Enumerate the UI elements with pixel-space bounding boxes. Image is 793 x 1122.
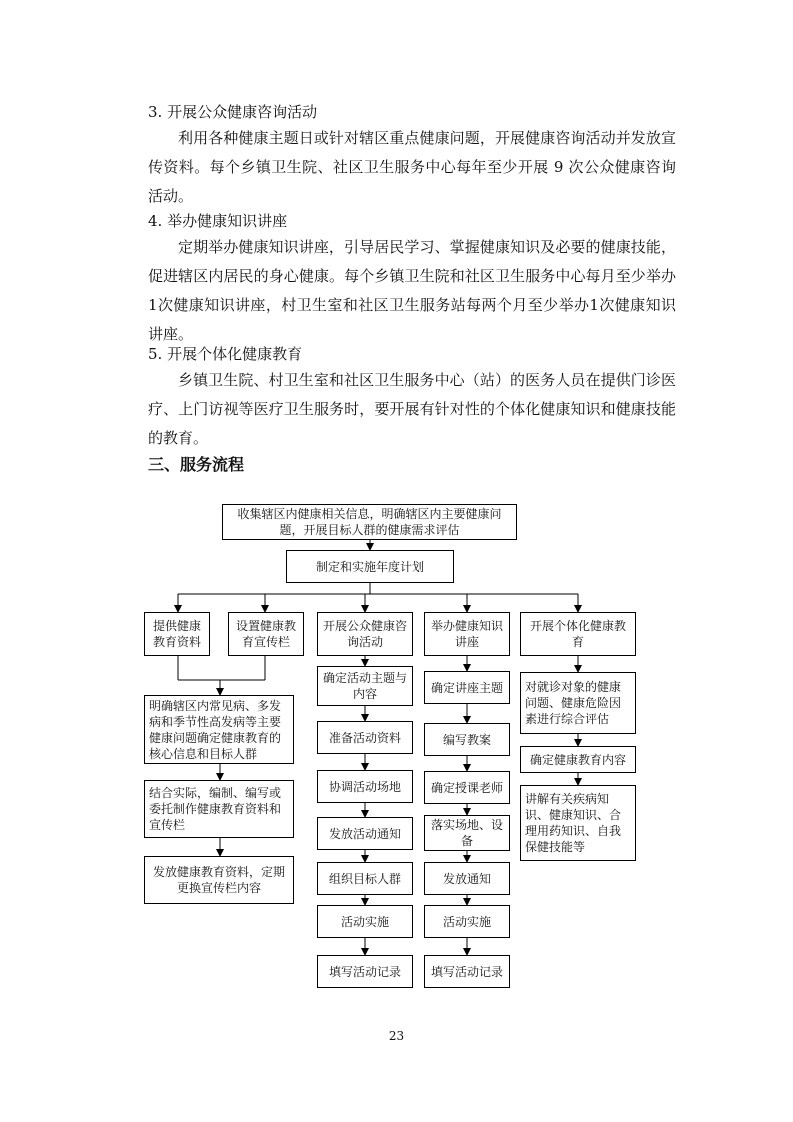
section-heading-service-process: 三、服务流程: [148, 455, 245, 474]
flow-branch-lecture: 举办健康知识讲座: [424, 612, 510, 656]
flow-branch-individual: 开展个体化健康教育: [520, 612, 636, 656]
flow-branch-consultation: 开展公众健康咨询活动: [317, 612, 413, 656]
flow-branch-materials: 提供健康教育资料: [144, 612, 210, 656]
flow-b12-step: 结合实际，编制、编写或委托制作健康教育资料和宣传栏: [144, 780, 294, 838]
flow-b4-step: 活动实施: [424, 905, 510, 938]
section-4-paragraph: 定期举办健康知识讲座，引导居民学习、掌握健康知识及必要的健康技能，促进辖区内居民的身心健康。每个乡镇卫生院和社区卫生服务中心每月至少举办1次健康知识讲座，村卫生室和社区卫生服务站每两个月至少举办1次健康知识讲座。: [148, 238, 676, 343]
page-number: 23: [388, 1029, 405, 1043]
section-5-title: 5. 开展个体化健康教育: [148, 345, 303, 363]
flow-collect-info-box: 收集辖区内健康相关信息，明确辖区内主要健康问题，开展目标人群的健康需求评估: [222, 504, 517, 540]
flow-b5-step: 对就诊对象的健康问题、健康危险因素进行综合评估: [520, 672, 636, 734]
flow-b12-step: 明确辖区内常见病、多发病和季节性高发病等主要健康问题确定健康教育的核心信息和目标人群: [144, 695, 294, 764]
section-3-paragraph: 利用各种健康主题日或针对辖区重点健康问题，开展健康咨询活动并发放宣传资料。每个乡镇卫生院、社区卫生服务中心每年至少开展 9 次公众健康咨询活动。: [148, 129, 676, 205]
flow-b3-step: 活动实施: [317, 905, 413, 938]
flow-b4-step: 发放通知: [424, 862, 510, 895]
flow-b12-step: 发放健康教育资料，定期更换宣传栏内容: [144, 856, 294, 904]
flow-b4-step: 确定授课老师: [424, 771, 510, 804]
flow-b3-step: 准备活动资料: [317, 721, 413, 754]
section-4-title: 4. 举办健康知识讲座: [148, 212, 288, 230]
flow-b5-step: 确定健康教育内容: [520, 746, 636, 773]
flow-b3-step: 发放活动通知: [317, 817, 413, 850]
flow-b4-step: 编写教案: [424, 723, 510, 756]
flow-b4-step: 填写活动记录: [424, 955, 510, 988]
flow-b3-step: 协调活动场地: [317, 770, 413, 803]
flow-b3-step: 填写活动记录: [317, 955, 413, 988]
flow-b5-step: 讲解有关疾病知识、健康知识、合理用药知识、自我保健技能等: [520, 785, 636, 861]
flow-b3-step: 组织目标人群: [317, 862, 413, 895]
section-3-title: 3. 开展公众健康咨询活动: [148, 103, 318, 121]
flow-b3-step: 确定活动主题与内容: [317, 666, 413, 706]
flow-annual-plan-box: 制定和实施年度计划: [286, 550, 454, 583]
flow-b4-step: 落实场地、设备: [424, 815, 510, 851]
flow-branch-bulletin: 设置健康教育宣传栏: [228, 612, 304, 656]
section-5-paragraph: 乡镇卫生院、村卫生室和社区卫生服务中心（站）的医务人员在提供门诊医疗、上门访视等医疗卫生服务时，要开展有针对性的个体化健康知识和健康技能的教育。: [148, 371, 676, 447]
flow-b4-step: 确定讲座主题: [424, 671, 510, 704]
